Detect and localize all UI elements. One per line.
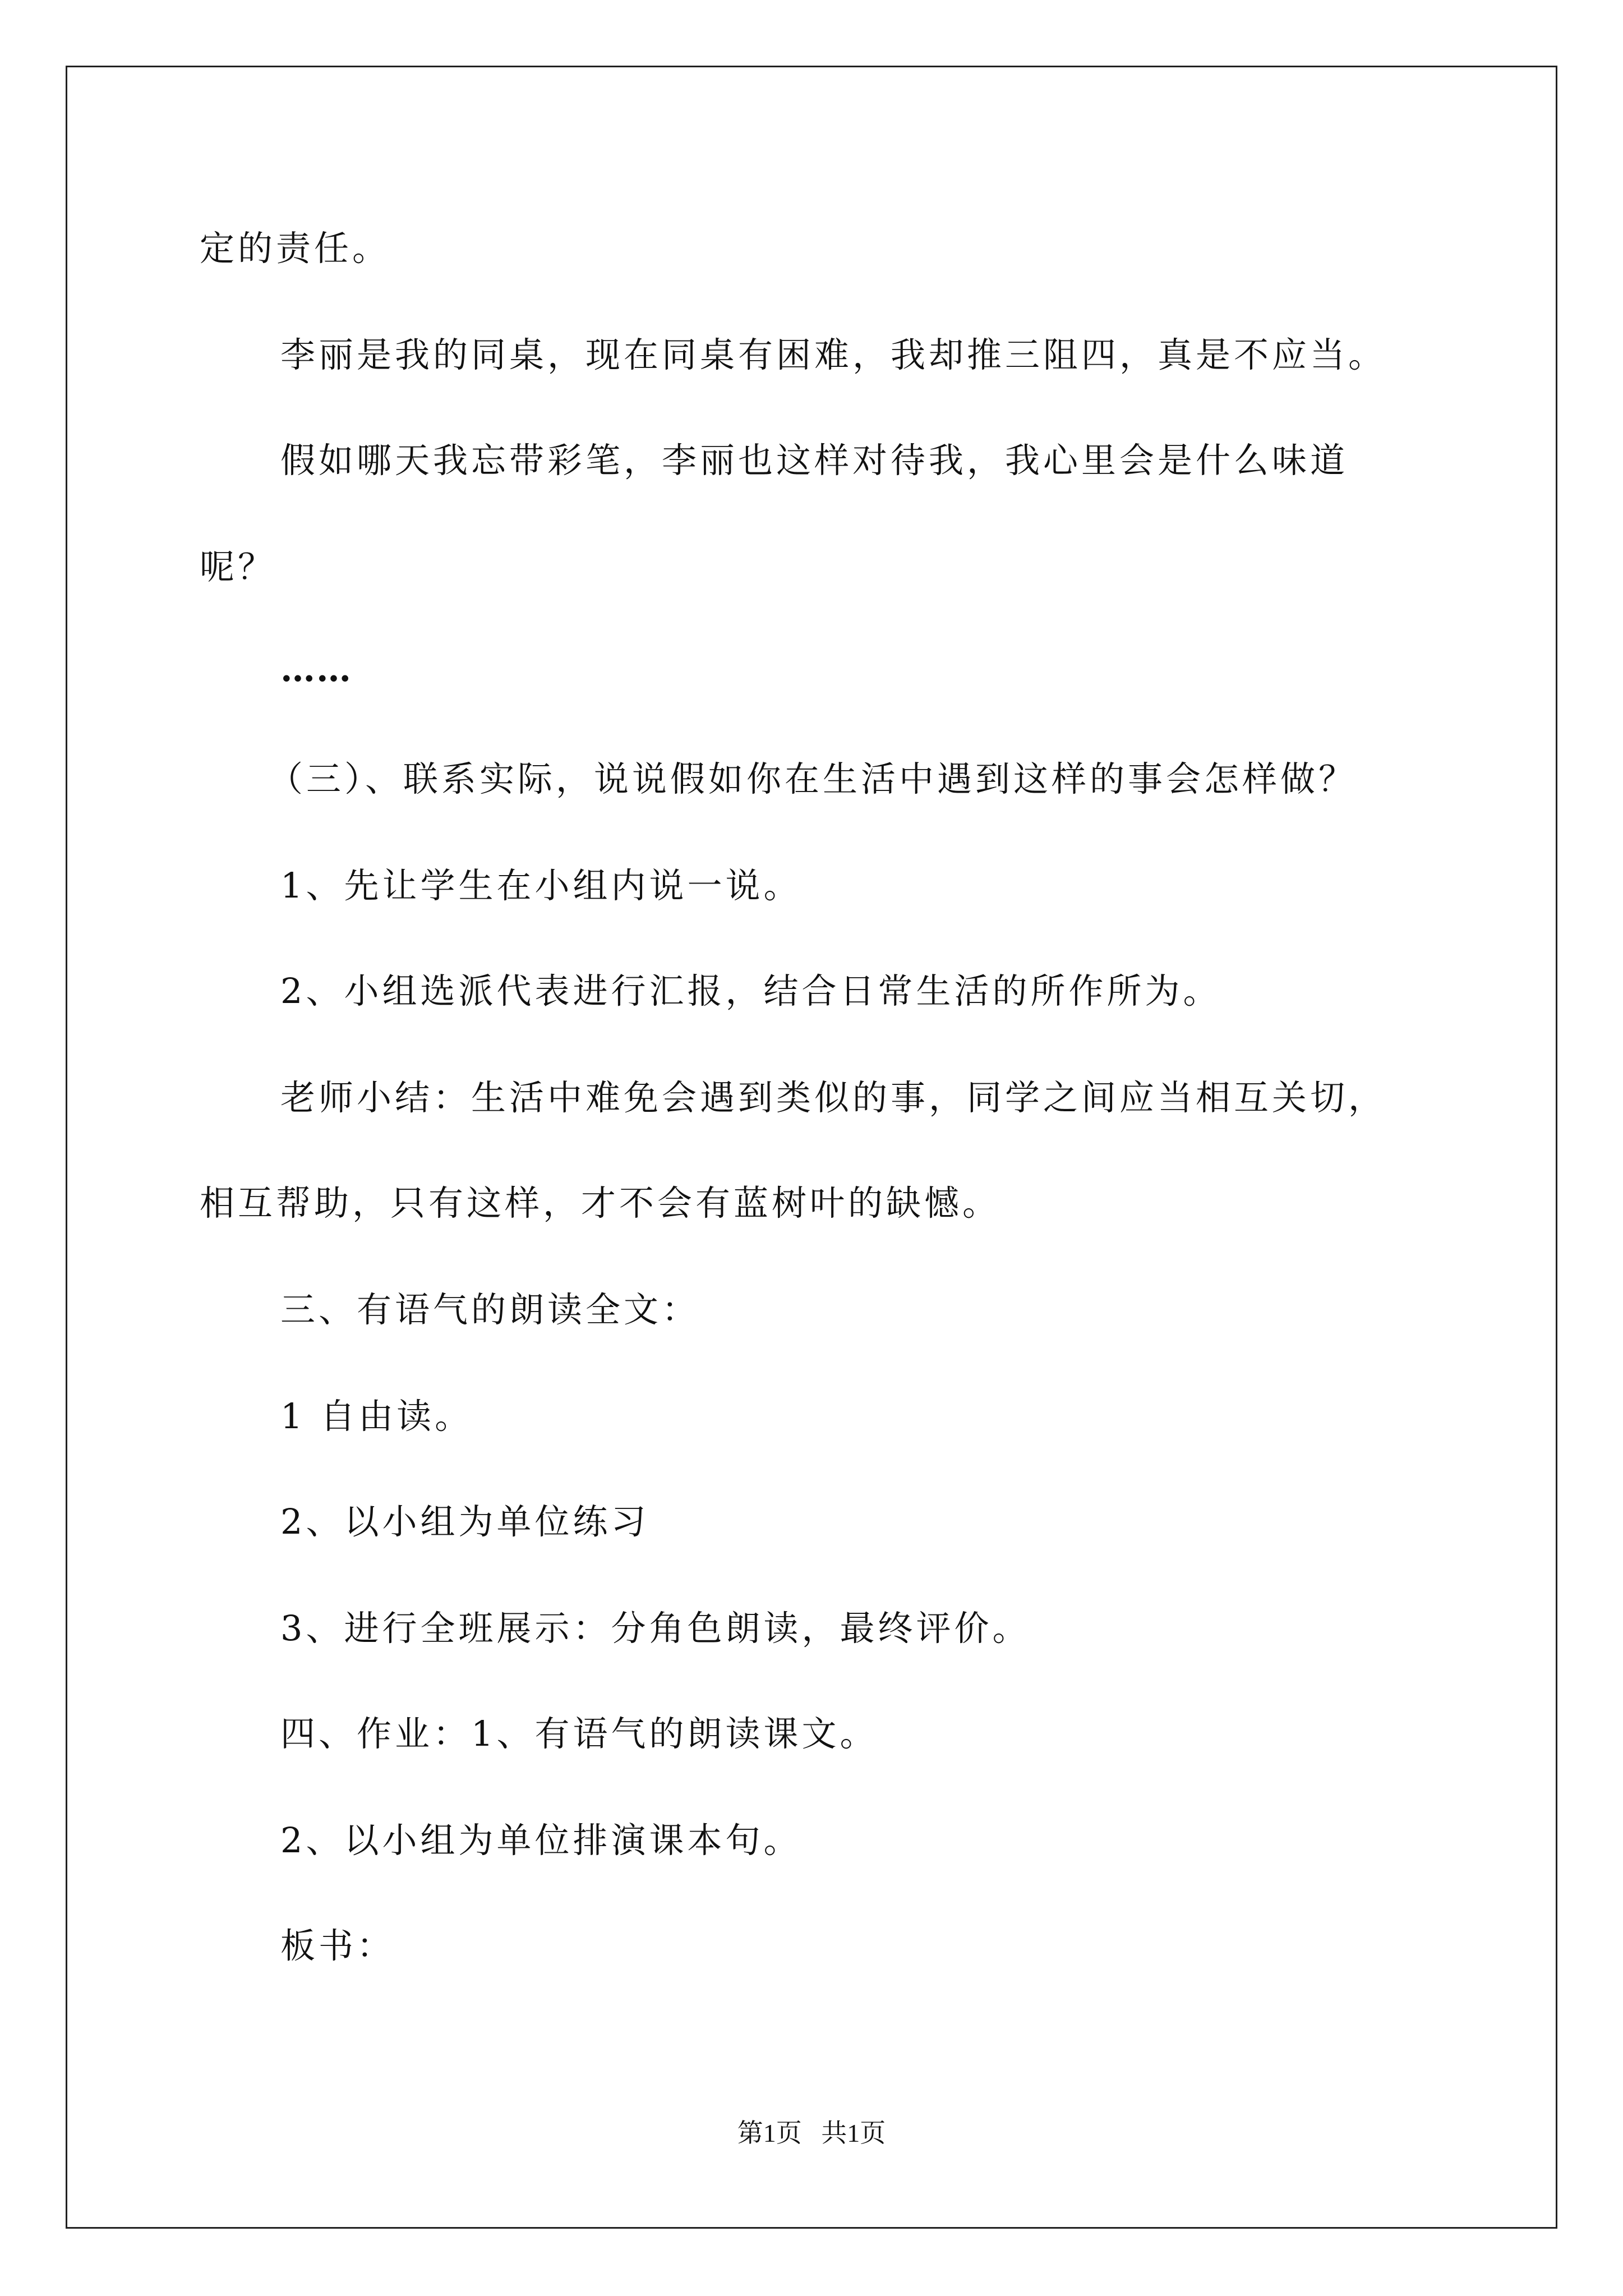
list-item: 1 自由读。 — [280, 1396, 473, 1437]
paragraph-line: 老师小结：生活中难免会遇到类似的事，同学之间应当相互关切， — [280, 1077, 1387, 1118]
list-item: 3、进行全班展示：分角色朗读，最终评价。 — [280, 1608, 1031, 1649]
page-border — [66, 66, 1557, 2229]
paragraph-line: 板书： — [280, 1925, 395, 1966]
page-footer: 第1页 共1页 — [737, 2119, 886, 2147]
paragraph-line: 定的责任。 — [200, 228, 391, 269]
paragraph-line: 相互帮助，只有这样，才不会有蓝树叶的缺憾。 — [200, 1182, 1001, 1223]
list-item: 2、小组选派代表进行汇报，结合日常生活的所作所为。 — [280, 970, 1221, 1011]
list-item: 1、先让学生在小组内说一说。 — [280, 865, 802, 906]
paragraph-line: 李丽是我的同桌，现在同桌有困难，我却推三阻四，真是不应当。 — [280, 334, 1387, 375]
section-heading: 四、作业：1、有语气的朗读课文。 — [280, 1713, 878, 1754]
section-heading: 三、有语气的朗读全文： — [280, 1289, 700, 1330]
ellipsis-line: …… — [280, 648, 352, 689]
paragraph-line: 假如哪天我忘带彩笔，李丽也这样对待我，我心里会是什么味道 — [280, 440, 1349, 481]
section-heading: （三）、联系实际，说说假如你在生活中遇到这样的事会怎样做？ — [268, 758, 1357, 799]
list-item: 2、以小组为单位排演课本句。 — [280, 1820, 802, 1861]
paragraph-line: 呢？ — [200, 546, 276, 587]
list-item: 2、以小组为单位练习 — [280, 1501, 649, 1542]
